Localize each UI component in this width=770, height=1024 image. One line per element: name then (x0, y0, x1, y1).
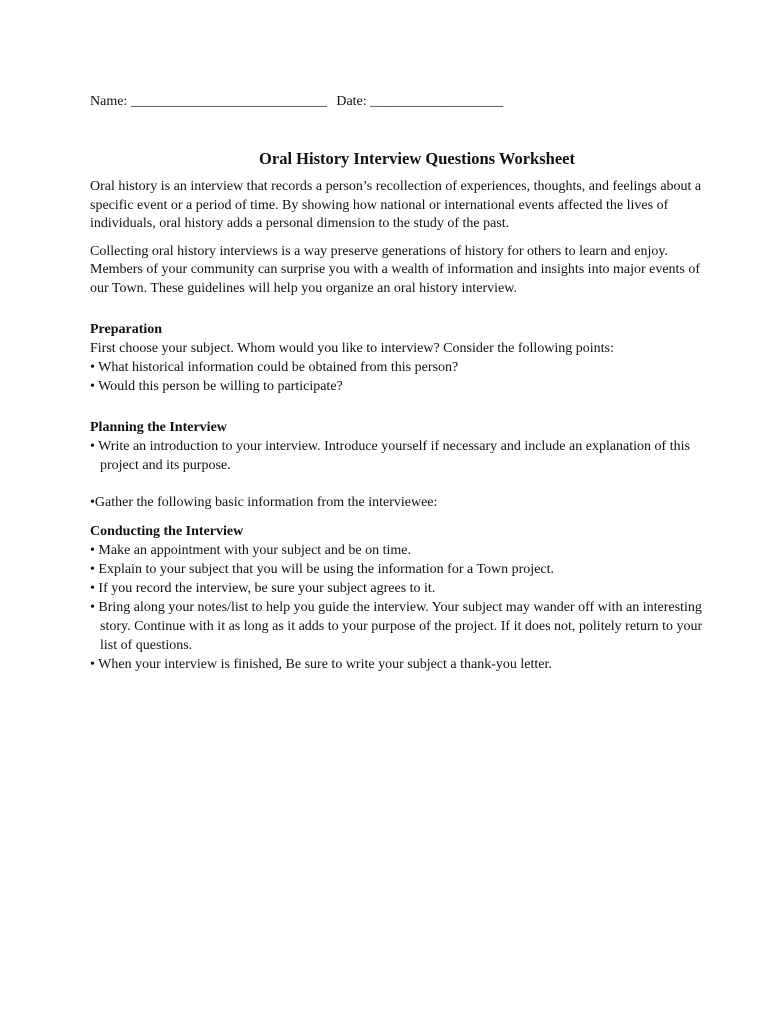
conducting-section (90, 522, 714, 674)
list-item: • Write an introduction to your interview. Introduce yourself if necessary and include an explanation of this project and its purpose. (90, 439, 690, 473)
conducting-heading: Conducting the Interview (90, 524, 244, 539)
planning-heading: Planning the Interview (90, 420, 227, 435)
intro-paragraph-2: Collecting oral history interviews is a way preserve generations of history for others to learn and enjoy. Members of your community can surprise you with a wealth of information and insights into major events of our Town. These guidelines will help you organize an oral history interview. (90, 243, 701, 296)
preparation-lead: First choose your subject. Whom would you like to interview? Consider the following points: (90, 341, 614, 356)
planning-gather-item: •Gather the following basic information from the interviewee: (90, 495, 438, 510)
list-item: • What historical information could be obtained from this person? (90, 360, 459, 375)
list-item: • Bring along your notes/list to help you guide the interview. Your subject may wander off with an interesting story. Continue with it as long as it adds to your purpose of the project. If it does not, politely return to your list of questions. (90, 600, 703, 653)
preparation-list (90, 358, 714, 396)
name-field-label[interactable]: Name: ____________________________ (90, 94, 327, 109)
list-item: • Explain to your subject that you will be using the information for a Town project. (90, 562, 555, 577)
page-title: Oral History Interview Questions Worksheet (259, 149, 575, 168)
list-item: • Make an appointment with your subject and be on time. (90, 543, 411, 558)
preparation-section (90, 320, 714, 396)
list-item: • Would this person be willing to participate? (90, 379, 343, 394)
conducting-list (90, 541, 714, 674)
list-item: • If you record the interview, be sure your subject agrees to it. (90, 581, 436, 596)
planning-section (90, 418, 714, 512)
header-fields (90, 92, 714, 112)
date-field-label[interactable]: Date: ___________________ (336, 94, 504, 109)
preparation-heading: Preparation (90, 322, 163, 337)
list-item: • When your interview is finished, Be sure to write your subject a thank-you letter. (90, 657, 552, 672)
intro-paragraph-1: Oral history is an interview that records a person’s recollection of experiences, thoughts, and feelings about a specific event or a period of time. By showing how national or international events affected the lives of individuals, oral history adds a personal dimension to the study of the past. (90, 179, 702, 231)
planning-list (90, 437, 714, 475)
